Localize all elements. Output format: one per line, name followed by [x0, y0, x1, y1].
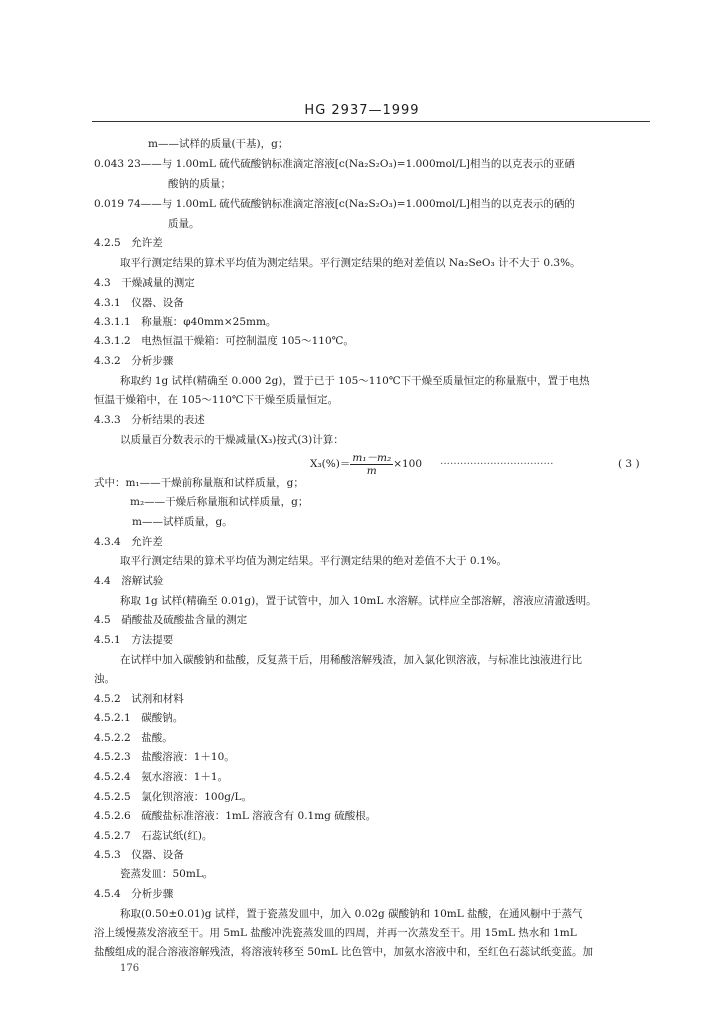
section-heading: 4.4 溶解试验 [94, 575, 164, 587]
text-line: m——试样的质量(干基)，g； [148, 138, 289, 150]
text-line: 4.5.2.7 石蕊试纸(红)。 [94, 830, 213, 842]
text-line: 4.5.2.2 盐酸。 [94, 732, 173, 744]
section-heading: 4.5.3 仪器、设备 [94, 849, 184, 861]
formula-fraction [350, 452, 393, 477]
formula-rhs: ×100 [393, 458, 423, 470]
formula-leader-dots: ·································· [440, 458, 554, 470]
text-line: 4.3.1.2 电热恒温干燥箱：可控制温度 105～110℃。 [94, 335, 354, 347]
standard-header: HG 2937—1999 [304, 103, 420, 118]
text-line: 浊。 [94, 673, 115, 685]
section-heading: 4.5 硝酸盐及硫酸盐含量的测定 [94, 614, 248, 626]
text-line: 酸钠的质量； [168, 178, 231, 190]
section-heading: 4.3.1 仪器、设备 [94, 297, 184, 309]
section-heading: 4.3.2 分析步骤 [94, 355, 174, 367]
text-line: 式中：m₁——干燥前称量瓶和试样质量，g； [94, 477, 304, 489]
text-line: 在试样中加入碳酸钠和盐酸，反复蒸干后，用稀酸溶解残渣，加入氯化钡溶液，与标准比浊液进行比 [120, 654, 582, 666]
text-line: 4.5.2.1 碳酸钠。 [94, 712, 184, 724]
section-heading: 4.3.3 分析结果的表述 [94, 414, 205, 426]
text-line: 4.5.2.4 氨水溶液：1＋1。 [94, 771, 229, 783]
text-line: 盐酸组成的混合溶液溶解残渣，将溶液转移至 50mL 比色管中，加氨水溶液中和，至红色石蕊试纸变蓝。加 [94, 946, 593, 958]
text-line: 4.3.1.1 称量瓶：φ40mm×25mm。 [94, 316, 277, 328]
section-heading: 4.3.4 允许差 [94, 536, 163, 548]
text-line: 恒温干燥箱中，在 105～110℃下干燥至质量恒定。 [94, 394, 339, 406]
text-line: 取平行测定结果的算术平均值为测定结果。平行测定结果的绝对差值以 Na₂SeO₃ 计不大于 0.3%。 [120, 257, 581, 269]
text-line: 称取约 1g 试样(精确至 0.000 2g)，置于已于 105～110℃下干燥至质量恒定的称量瓶中，置于电热 [120, 375, 590, 387]
text-line: 以质量百分数表示的干燥减量(X₃)按式(3)计算： [120, 434, 344, 446]
text-line: 瓷蒸发皿：50mL。 [120, 868, 214, 880]
text-line: 4.5.2.5 氯化钡溶液：100g/L。 [94, 791, 253, 803]
section-heading: 4.5.2 试剂和材料 [94, 693, 184, 705]
text-line: 4.5.2.6 硫酸盐标准溶液：1mL 溶液含有 0.1mg 硫酸根。 [94, 810, 377, 822]
text-line: 质量。 [168, 218, 200, 230]
formula-denominator: m [366, 464, 377, 477]
section-heading: 4.3 干燥减量的测定 [94, 277, 195, 289]
section-heading: 4.2.5 允许差 [94, 237, 163, 249]
text-line: 浴上缓慢蒸发溶液至干。用 5mL 盐酸冲洗瓷蒸发皿的四周，并再一次蒸发至干。用 15mL 热水和 1mL [94, 927, 577, 939]
text-line: 4.5.2.3 盐酸溶液：1＋10。 [94, 751, 235, 763]
formula-3 [310, 444, 422, 484]
text-line: m——试样质量，g。 [132, 516, 233, 528]
text-line: 0.019 74——与 1.00mL 硫代硫酸钠标准滴定溶液[c(Na₂S₂O₃)=1.000mol/L]相当的以克表示的硒的 [94, 198, 575, 210]
text-line: m₂——干燥后称量瓶和试样质量，g； [130, 496, 309, 508]
formula-numerator: m₁－m₂ [352, 451, 392, 464]
text-line: 取平行测定结果的算术平均值为测定结果。平行测定结果的绝对差值不大于 0.1%。 [120, 555, 508, 567]
text-line: 称取(0.50±0.01)g 试样，置于瓷蒸发皿中，加入 0.02g 碳酸钠和 10mL 盐酸，在通风橱中于蒸气 [120, 908, 583, 920]
header-rule [92, 121, 650, 122]
page-number: 176 [120, 963, 140, 974]
formula-number: ( 3 ) [618, 458, 640, 470]
formula-lhs: X₃(%)＝ [310, 458, 351, 470]
text-line: 称取 1g 试样(精确至 0.01g)，置于试管中，加入 10mL 水溶解。试样应全部溶解，溶液应清澈透明。 [120, 595, 597, 607]
section-heading: 4.5.4 分析步骤 [94, 888, 174, 900]
text-line: 0.043 23——与 1.00mL 硫代硫酸钠标准滴定溶液[c(Na₂S₂O₃)=1.000mol/L]相当的以克表示的亚硒 [94, 158, 575, 170]
section-heading: 4.5.1 方法提要 [94, 634, 174, 646]
